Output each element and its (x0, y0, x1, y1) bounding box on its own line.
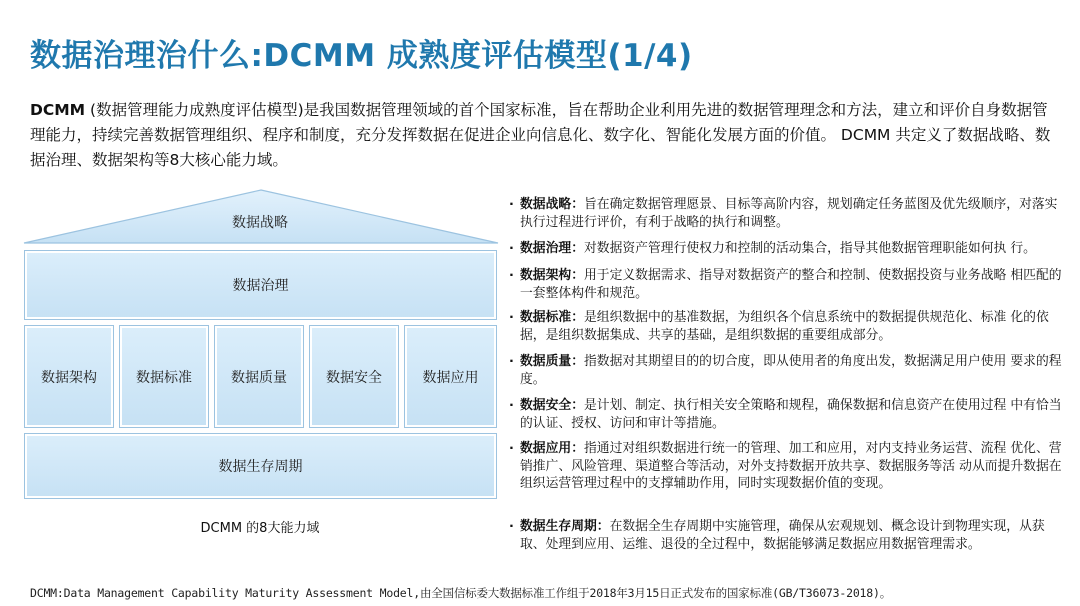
lifecycle-foundation (24, 433, 497, 499)
pillar-standards (119, 325, 209, 428)
page-title: 数据治理治什么:DCMM 成熟度评估模型(1/4) (30, 38, 693, 74)
definition-text: 指通过对组织数据进行统一的管理、加工和应用，对内支持业务运营、流程 优化、营销推广、风险管理、渠道整合等活动，对外支持数据开放共享、数据服务等活 动从而提升数据在组织运营管理过程中的支撑辅助作用，同时实现数据价值的变现。 (520, 441, 1062, 491)
definition-text: 对数据资产管理行使权力和控制的活动集合，指导其他数据管理职能如何执 行。 (583, 241, 1036, 256)
intro-paragraph (30, 98, 1060, 173)
definition-term: 数据标准： (520, 310, 584, 325)
pillar-quality (214, 325, 304, 428)
definition-item (506, 309, 1062, 344)
pillar-label: 数据应用 (422, 369, 479, 386)
definition-text: 用于定义数据需求、指导对数据资产的整合和控制、使数据投资与业务战略 相匹配的一套整体构件和规范。 (520, 268, 1062, 301)
bullet-icon: · (509, 354, 514, 369)
diagram-caption: DCMM 的8大能力域 (200, 521, 320, 536)
bullet-icon: · (509, 519, 514, 534)
definition-term: 数据战略： (520, 197, 584, 212)
pillar-security (309, 325, 399, 428)
intro-text: (数据管理能力成熟度评估模型)是我国数据管理领域的首个国家标准，旨在帮助企业利用先进的数据管理理念和方法，建立和评价自身数据管理能力，持续完善数据管理组织、程序和制度，充分发挥数据在促进企业向信息化、数字化、智能化发展方面的价值。 DCMM 共定义了数据战略、数据治理、数据架构等8大核心能力域。 (30, 101, 1051, 169)
definition-item (506, 518, 1062, 553)
pillar-label: 数据质量 (231, 369, 287, 386)
intro-abbreviation: DCMM (30, 101, 86, 119)
lifecycle-label: 数据生存周期 (218, 459, 303, 475)
definition-term: 数据治理： (520, 241, 584, 256)
bullet-icon: · (509, 441, 514, 456)
definition-item (506, 397, 1062, 432)
pillar-application (404, 325, 497, 428)
definition-text: 旨在确定数据管理愿景、目标等高阶内容，规划确定任务蓝图及优先级顺序，对落实执行过程进行评价，有利于战略的执行和调整。 (520, 197, 1058, 230)
pillar-architecture (24, 325, 114, 428)
definition-item (506, 240, 1062, 258)
footnote: DCMM:Data Management Capability Maturity Assessment Model,由全国信标委大数据标准工作组于2018年3月15日正式发布的国家标准(GB/T36073-2018)。 (30, 586, 892, 600)
definition-item (506, 267, 1062, 302)
definition-term: 数据质量： (520, 354, 584, 369)
bullet-icon: · (509, 310, 514, 325)
bullet-icon: · (509, 241, 514, 256)
definition-item (506, 353, 1062, 388)
pillar-label: 数据架构 (41, 369, 97, 386)
definition-text: 指数据对其期望目的的切合度，即从使用者的角度出发，数据满足用户使用 要求的程度。 (520, 354, 1062, 387)
strategy-label: 数据战略 (232, 215, 288, 231)
governance-label: 数据治理 (232, 278, 289, 294)
bullet-icon: · (509, 197, 514, 212)
definition-term: 数据生存周期： (520, 519, 610, 534)
definition-term: 数据架构： (520, 268, 584, 283)
bullet-icon: · (509, 268, 514, 283)
pillar-label: 数据安全 (326, 369, 382, 386)
governance-layer (24, 250, 497, 320)
definition-term: 数据安全： (520, 398, 584, 413)
definition-term: 数据应用： (520, 441, 584, 456)
definition-item (506, 440, 1062, 493)
bullet-icon: · (509, 398, 514, 413)
pillar-label: 数据标准 (136, 369, 192, 386)
definition-text: 是计划、制定、执行相关安全策略和规程，确保数据和信息资产在使用过程 中有恰当的认证、授权、访问和审计等措施。 (520, 398, 1062, 431)
definition-text: 是组织数据中的基准数据，为组织各个信息系统中的数据提供规范化、标准 化的依据，是组织数据集成、共享的基础，是组织数据的重要组成部分。 (520, 310, 1049, 343)
definition-item (506, 196, 1062, 231)
definition-text: 在数据全生存周期中实施管理，确保从宏观规划、概念设计到物理实现，从获取、处理到应用、运维、退役的全过程中，数据能够满足数据应用数据管理需求。 (520, 519, 1045, 552)
